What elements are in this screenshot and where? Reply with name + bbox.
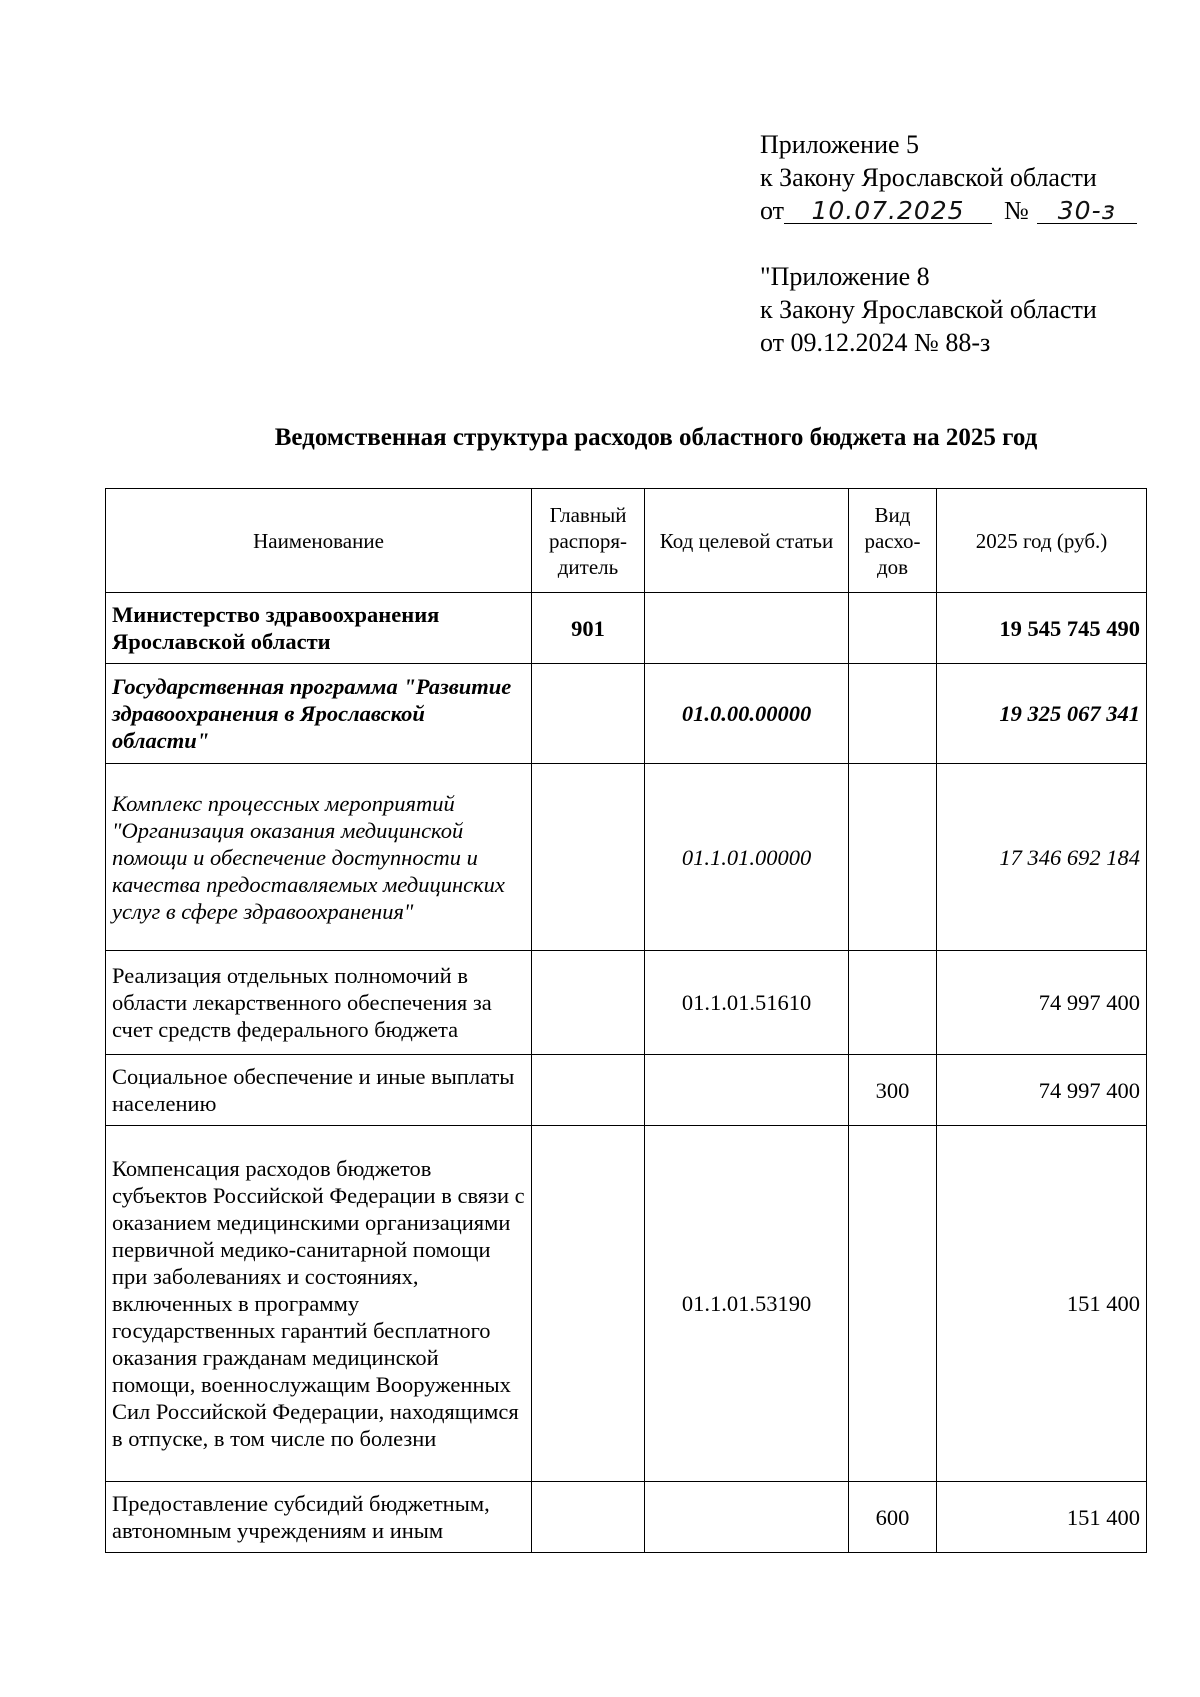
row-amount: 17 346 692 184 bbox=[937, 764, 1147, 951]
row-code: 01.1.01.00000 bbox=[645, 764, 849, 951]
row-manager bbox=[532, 764, 645, 951]
row-type: 300 bbox=[849, 1055, 937, 1126]
row-code: 01.1.01.53190 bbox=[645, 1126, 849, 1482]
row-name: Предоставление субсидий бюджетным, автономным учреждениям и иным bbox=[106, 1482, 532, 1553]
row-manager bbox=[532, 1055, 645, 1126]
row-name: Комплекс процессных мероприятий "Организация оказания медицинской помощи и обеспечение доступности и качества предоставляемых медицинских услуг в сфере здравоохранения" bbox=[106, 764, 532, 951]
row-manager: 901 bbox=[532, 593, 645, 664]
row-code: 01.0.00.00000 bbox=[645, 664, 849, 764]
row-amount: 19 545 745 490 bbox=[937, 593, 1147, 664]
row-code bbox=[645, 1055, 849, 1126]
row-name: Компенсация расходов бюджетов субъектов Российской Федерации в связи с оказанием медицинскими организациями первичной медико-санитарной помощи при заболеваниях и состояниях, включенных в программу государственных гарантий бесплатного оказания гражданам медицинской помощи, военнослужащим Вооруженных Сил Российской Федерации, находящимся в отпуске, в том числе по болезни bbox=[106, 1126, 532, 1482]
row-type bbox=[849, 593, 937, 664]
amended-appendix-number: "Приложение 8 bbox=[760, 262, 930, 291]
row-amount: 74 997 400 bbox=[937, 1055, 1147, 1126]
row-manager bbox=[532, 1482, 645, 1553]
table-row bbox=[106, 1482, 1147, 1553]
header-type: Вид расхо-дов bbox=[849, 489, 937, 593]
document-title: Ведомственная структура расходов областного бюджета на 2025 год bbox=[274, 424, 1038, 451]
handwritten-number: 30-з bbox=[1037, 199, 1137, 224]
table-row bbox=[106, 664, 1147, 764]
handwritten-date: 10.07.2025 bbox=[784, 199, 992, 224]
row-type bbox=[849, 1126, 937, 1482]
row-type: 600 bbox=[849, 1482, 937, 1553]
table-row bbox=[106, 593, 1147, 664]
budget-table bbox=[105, 488, 1147, 1553]
row-name: Министерство здравоохранения Ярославской области bbox=[106, 593, 532, 664]
row-amount: 19 325 067 341 bbox=[937, 664, 1147, 764]
appendix-date-line bbox=[760, 194, 1137, 227]
row-name: Государственная программа "Развитие здравоохранения в Ярославской области" bbox=[106, 664, 532, 764]
row-manager bbox=[532, 664, 645, 764]
row-amount: 74 997 400 bbox=[937, 951, 1147, 1055]
amended-appendix-date: от 09.12.2024 № 88-з bbox=[760, 328, 991, 357]
row-code bbox=[645, 1482, 849, 1553]
row-code bbox=[645, 593, 849, 664]
row-amount: 151 400 bbox=[937, 1126, 1147, 1482]
table-row bbox=[106, 1055, 1147, 1126]
date-prefix: от bbox=[760, 196, 785, 225]
row-manager bbox=[532, 951, 645, 1055]
table-row bbox=[106, 951, 1147, 1055]
row-name: Социальное обеспечение и иные выплаты населению bbox=[106, 1055, 532, 1126]
row-manager bbox=[532, 1126, 645, 1482]
table-row bbox=[106, 1126, 1147, 1482]
amended-appendix-law: к Закону Ярославской области bbox=[760, 295, 1097, 324]
row-type bbox=[849, 764, 937, 951]
header-amount: 2025 год (руб.) bbox=[937, 489, 1147, 593]
row-amount: 151 400 bbox=[937, 1482, 1147, 1553]
appendix-law: к Закону Ярославской области bbox=[760, 163, 1097, 192]
row-name: Реализация отдельных полномочий в области лекарственного обеспечения за счет средств федерального бюджета bbox=[106, 951, 532, 1055]
table-header-row bbox=[106, 489, 1147, 593]
number-sign: № bbox=[1004, 196, 1029, 225]
amended-appendix-header bbox=[760, 260, 1097, 359]
header-manager: Главный распоря-дитель bbox=[532, 489, 645, 593]
row-type bbox=[849, 951, 937, 1055]
appendix-header bbox=[760, 128, 1137, 227]
table-row bbox=[106, 764, 1147, 951]
row-type bbox=[849, 664, 937, 764]
header-code: Код целевой статьи bbox=[645, 489, 849, 593]
header-name: Наименование bbox=[106, 489, 532, 593]
appendix-number: Приложение 5 bbox=[760, 130, 920, 159]
row-code: 01.1.01.51610 bbox=[645, 951, 849, 1055]
